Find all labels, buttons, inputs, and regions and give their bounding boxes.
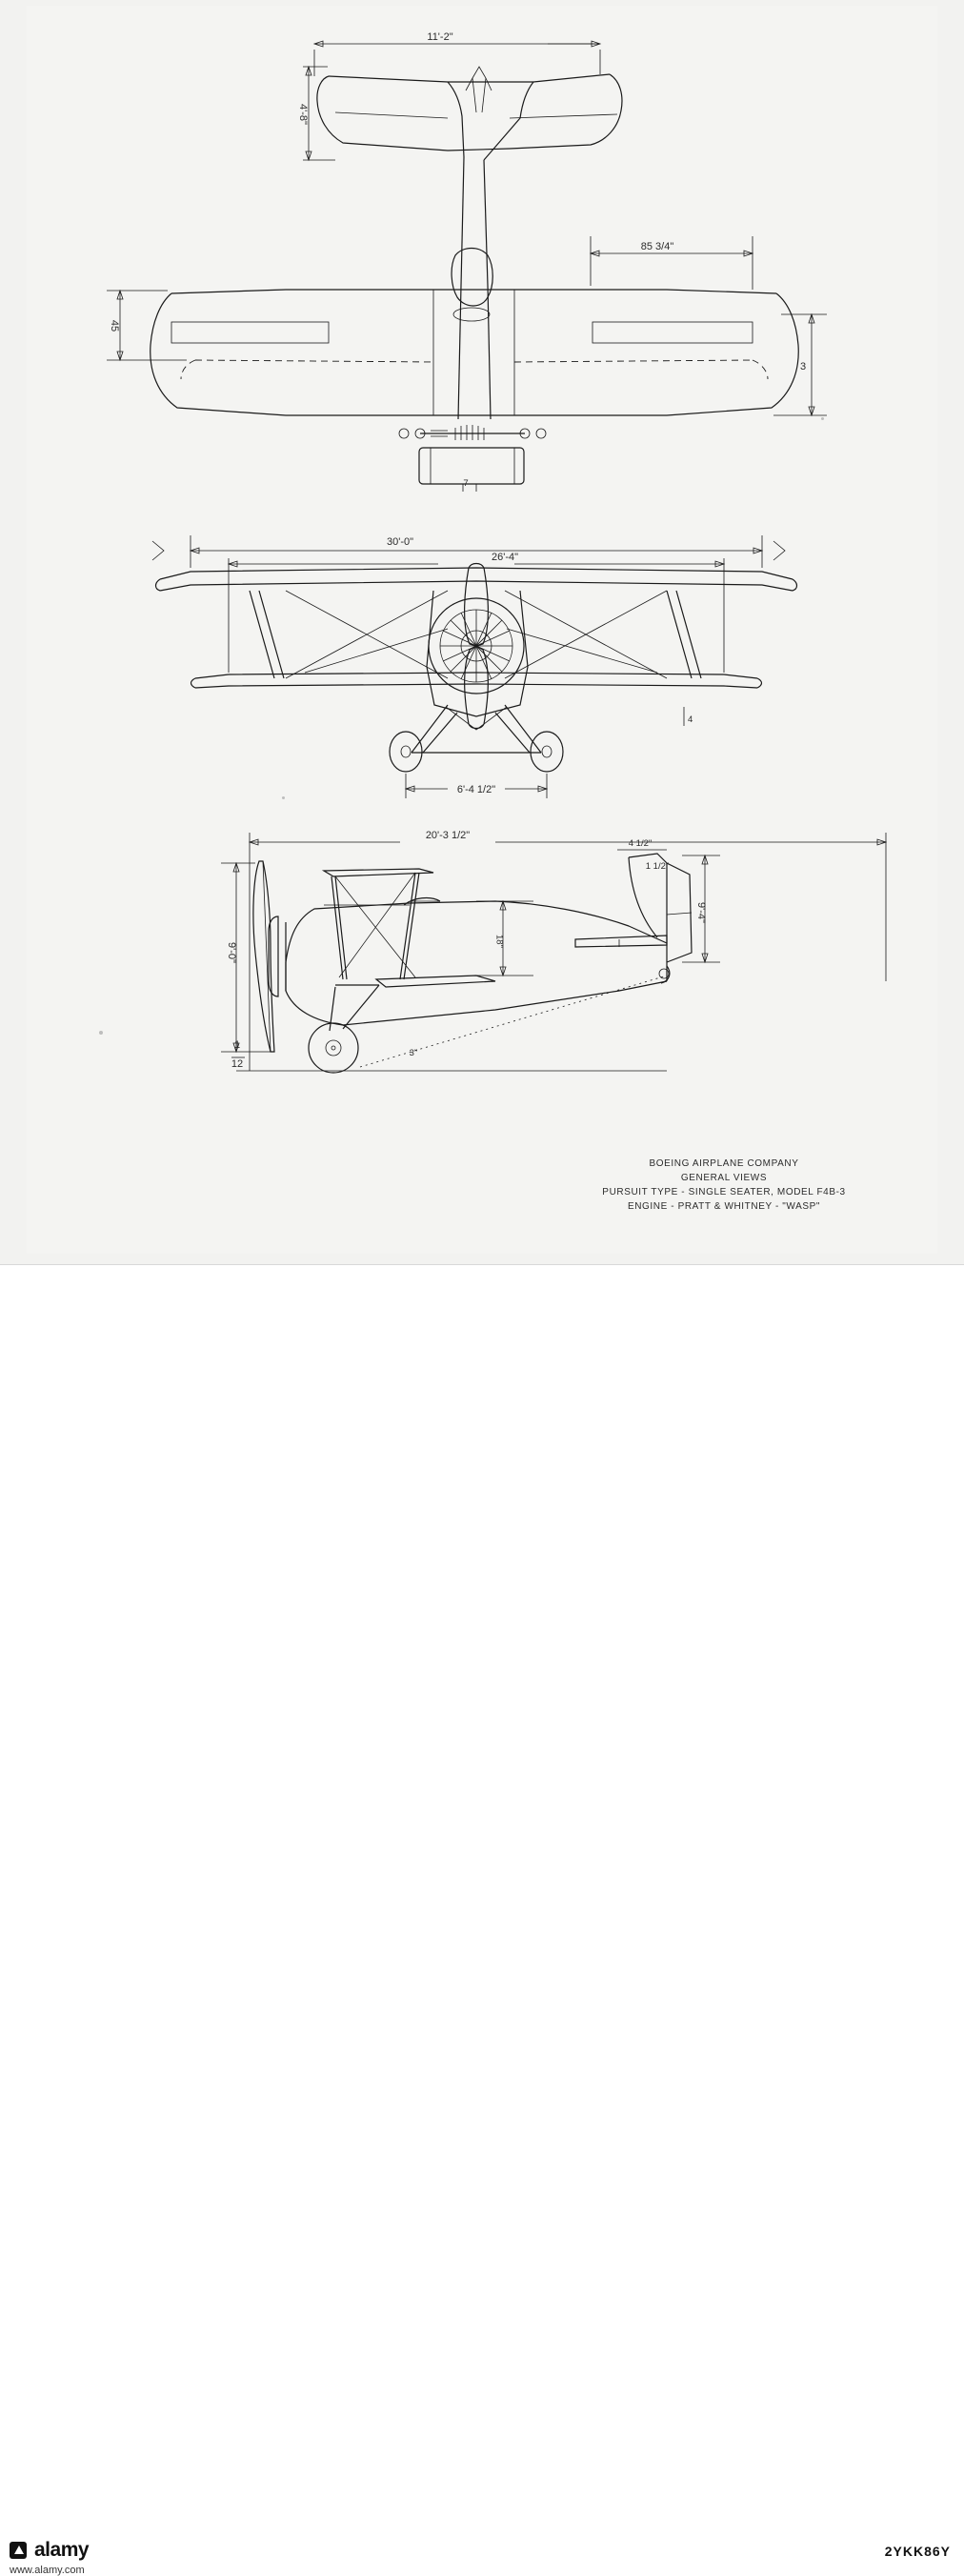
dim-lower-wing-span: 26'-4" bbox=[491, 552, 519, 563]
drawing-sheet bbox=[0, 0, 964, 1264]
dim-wheel-track-note: 7 bbox=[463, 478, 469, 489]
dim-upper-wing-span: 30'-0" bbox=[386, 536, 414, 548]
dim-thrust-line: 18" bbox=[493, 935, 505, 948]
dim-wing-station: 85 3/4" bbox=[640, 241, 674, 252]
alamy-url: www.alamy.com bbox=[10, 2565, 85, 2576]
dim-datum-two: 12 bbox=[231, 1058, 244, 1070]
dim-ground-line-angle: 3" bbox=[409, 1048, 418, 1058]
front-elevation-view bbox=[152, 535, 797, 798]
dim-tail-height: 4 1/2" bbox=[628, 838, 653, 849]
dust-speck bbox=[821, 417, 824, 420]
title-subject: GENERAL VIEWS bbox=[680, 1173, 768, 1183]
title-model: PURSUIT TYPE - SINGLE SEATER, MODEL F4B-3 bbox=[602, 1187, 846, 1197]
dim-gap-detail: 4 bbox=[688, 714, 693, 725]
dim-datum-one: 1 bbox=[233, 1039, 241, 1051]
dim-overall-height: 9'-4" bbox=[695, 902, 707, 923]
dim-wing-chord: 3 bbox=[799, 361, 807, 372]
dust-speck bbox=[99, 1031, 103, 1035]
title-engine: ENGINE - PRATT & WHITNEY - "WASP" bbox=[627, 1201, 821, 1212]
dim-landing-gear-track: 6'-4 1/2" bbox=[456, 784, 496, 795]
top-plan-view bbox=[107, 31, 827, 492]
dim-overall-length: 20'-3 1/2" bbox=[425, 830, 471, 841]
dust-speck bbox=[282, 796, 285, 799]
title-company: BOEING AIRPLANE COMPANY bbox=[649, 1158, 799, 1169]
alamy-image-id: 2YKK86Y bbox=[884, 2544, 951, 2559]
dim-tailplane-span: 11'-2" bbox=[427, 31, 453, 43]
alamy-footer bbox=[0, 1264, 964, 2576]
alamy-branding bbox=[10, 2539, 89, 2562]
dim-stab-incidence: 1 1/2" bbox=[645, 861, 670, 872]
dim-aileron-offset: 45 bbox=[109, 319, 120, 332]
title-block bbox=[572, 1157, 876, 1214]
alamy-wordmark: alamy bbox=[34, 2539, 90, 2561]
side-elevation-view bbox=[221, 830, 886, 1073]
alamy-logo-icon bbox=[10, 2542, 27, 2559]
dim-tailplane-chord: 4'-8" bbox=[297, 104, 309, 125]
technical-drawing bbox=[0, 0, 964, 1264]
dim-prop-diameter: 9'-0" bbox=[226, 942, 237, 963]
